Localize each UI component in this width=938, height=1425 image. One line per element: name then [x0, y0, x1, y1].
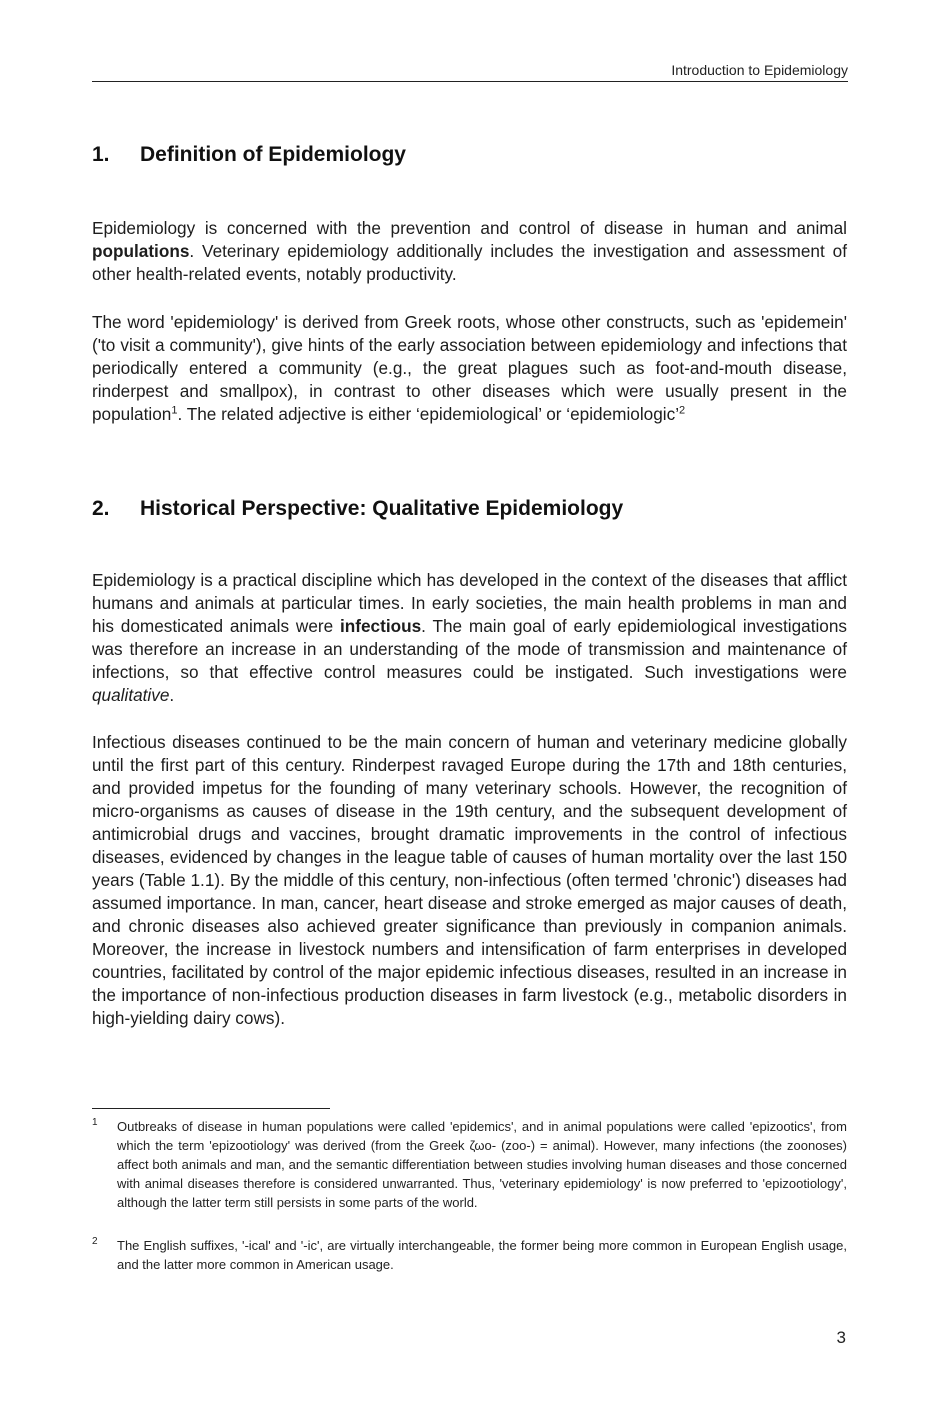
section-1-number: 1.	[92, 143, 110, 166]
section-2-number: 2.	[92, 497, 110, 520]
footnote-ref-2[interactable]: 2	[679, 404, 686, 417]
footnote-2-text: The English suffixes, '-ical' and '-ic', are virtually interchangeable, the former being more common in European English usage, and the latter more common in American usage.	[117, 1238, 847, 1272]
page-number: 3	[836, 1328, 846, 1347]
section-2-paragraph-1: Epidemiology is a practical discipline which has developed in the context of the diseases that afflict humans and animals at particular times. In early societies, the main health problems in man and his domesticated animals were infectious. The main goal of early epidemiological investigations was therefore an increase in an understanding of the mode of transmission and maintenance of infections, so that effective control measures could be instigated. Such investigations were qualitative.	[92, 570, 847, 705]
footnote-ref-1[interactable]: 1	[171, 404, 178, 417]
emphasis-infectious: infectious	[340, 616, 422, 636]
section-1-paragraph-2: The word 'epidemiology' is derived from Greek roots, whose other constructs, such as 'epidemein' ('to visit a community'), give hints of the early association between epidemiology and infections that periodically entered a community (e.g., the great plagues such as foot-and-mouth disease, rinderpest and smallpox), in contrast to other diseases which were usually present in the population$^1$. The related adjective is either ‘epidemiological’ or ‘epidemiologic’$^2$	[92, 312, 847, 424]
running-title: Introduction to Epidemiology	[671, 62, 848, 78]
section-1-paragraph-1: Epidemiology is concerned with the prevention and control of disease in human and animal populations. Veterinary epidemiology additionally includes the investigation and assessment of other health-related events, notably productivity.	[92, 218, 847, 284]
section-1-title: Definition of Epidemiology	[140, 143, 406, 166]
emphasis-qualitative: qualitative	[92, 685, 170, 705]
footnote-separator	[92, 1108, 330, 1109]
footnote-2	[92, 1236, 847, 1274]
section-2-title: Historical Perspective: Qualitative Epidemiology	[140, 497, 624, 520]
section-2-heading	[92, 497, 623, 521]
footnote-1	[92, 1117, 847, 1212]
section-2-paragraph-2: Infectious diseases continued to be the main concern of human and veterinary medicine globally until the first part of this century. Rinderpest ravaged Europe during the 17th and 18th centuries, and provided impetus for the founding of many veterinary schools. However, the recognition of micro-organisms as causes of disease in the 19th century, and the subsequent development of antimicrobial drugs and vaccines, brought dramatic improvements in the control of infectious diseases, evidenced by changes in the league table of causes of human mortality over the last 150 years (Table 1.1). By the middle of this century, non-infectious (often termed 'chronic') diseases had assumed importance. In man, cancer, heart disease and stroke emerged as major causes of death, and chronic diseases also achieved greater significance than previously in companion animals. Moreover, the increase in livestock numbers and intensification of farm enterprises in developed countries, facilitated by control of the major epidemic infectious diseases, resulted in an increase in the importance of non-infectious production diseases in farm livestock (e.g., metabolic disorders in high-yielding dairy cows).	[92, 732, 847, 1028]
footnote-1-mark: 1	[92, 1117, 98, 1128]
section-1-heading	[92, 143, 406, 167]
footnote-1-text: Outbreaks of disease in human populations were called 'epidemics', and in animal populations were called 'epizootics', from which the term 'epizootiology' was derived (from the Greek ζωο- (zoo-) = animal). However, many infections (the zoonoses) affect both animals and man, and the semantic differentiation between studies involving human diseases and those concerned with animal diseases therefore is considered unwarranted. Thus, 'veterinary epidemiology' is now preferred to 'epizootiology', although the latter term still persists in some parts of the world.	[117, 1119, 847, 1210]
emphasis-populations: populations	[92, 241, 190, 261]
footnote-2-mark: 2	[92, 1236, 98, 1247]
header-rule	[92, 81, 848, 82]
